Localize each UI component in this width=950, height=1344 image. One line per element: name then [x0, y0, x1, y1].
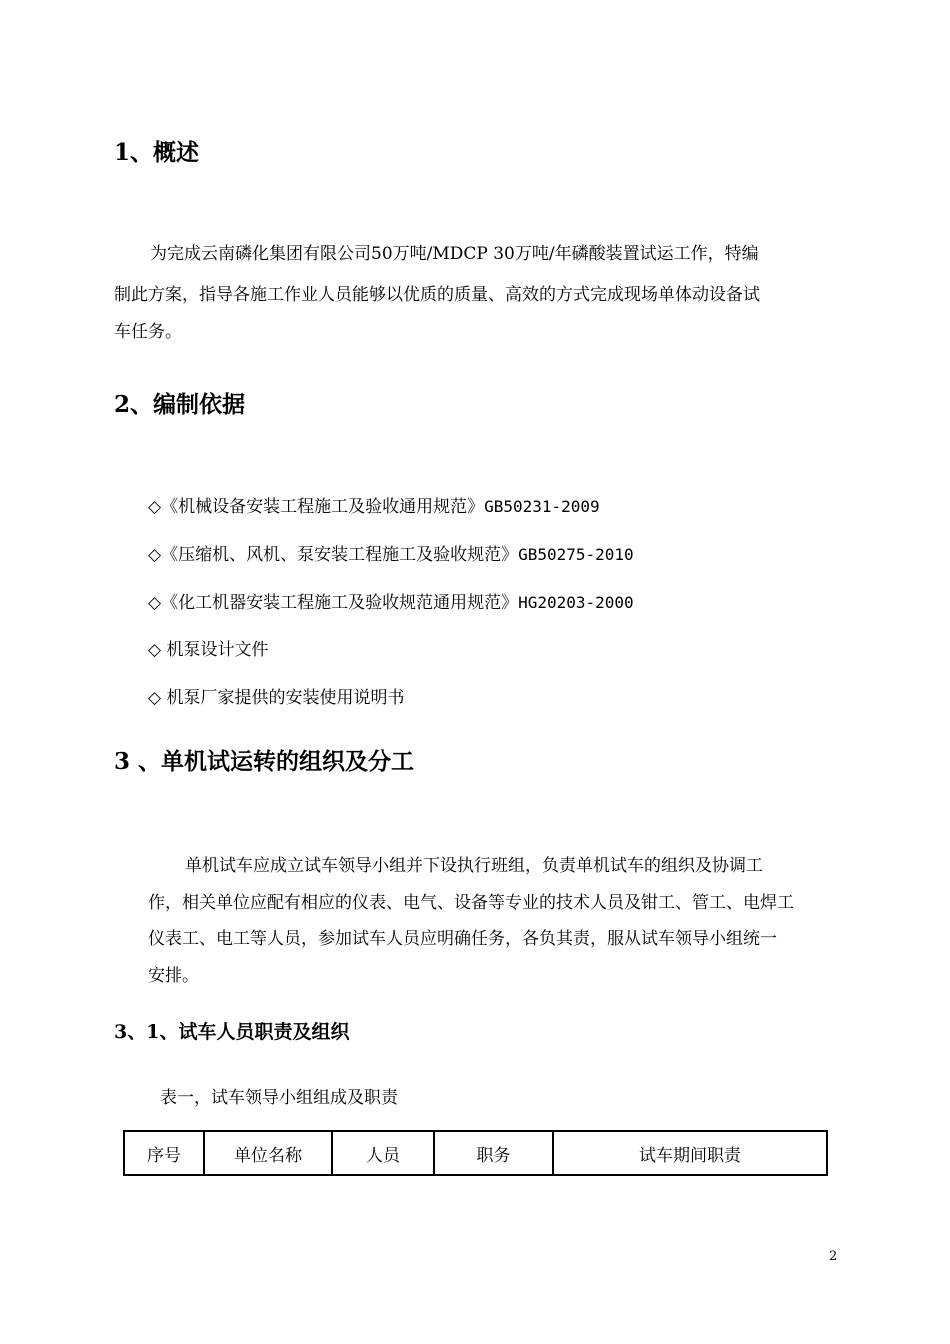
reference-code: GB50275-2010	[518, 545, 634, 564]
section-3-line-3: 仪表工、电工等人员，参加试车人员应明确任务，各负其责，服从试车领导小组统一	[148, 929, 777, 949]
reference-text: ◇《机械设备安装工程施工及验收通用规范》	[148, 497, 485, 517]
responsibility-table	[123, 1130, 828, 1176]
reference-item	[148, 492, 600, 517]
section-3-title: 3 、单机试运转的组织及分工	[114, 748, 415, 775]
section-1-line-3: 车任务。	[114, 322, 182, 342]
section-1-title: 1、概述	[114, 139, 200, 166]
table-header-cell: 试车期间职责	[553, 1131, 827, 1175]
section-3-line-2: 作，相关单位应配有相应的仪表、电气、设备等专业的技术人员及钳工、管工、电焊工	[148, 893, 794, 913]
reference-text: ◇《压缩机、风机、泵安装工程施工及验收规范》	[148, 545, 519, 565]
section-3-1-title: 3、1、试车人员职责及组织	[114, 1021, 350, 1043]
reference-code: HG20203-2000	[518, 593, 634, 612]
page-number: 2	[829, 1249, 838, 1264]
table-header-cell: 人员	[332, 1131, 434, 1175]
section-3-line-4: 安排。	[148, 966, 199, 986]
section-2-title: 2、编制依据	[114, 391, 246, 418]
table-header-cell: 单位名称	[204, 1131, 332, 1175]
reference-item	[148, 540, 634, 565]
table-caption: 表一，试车领导小组组成及职责	[160, 1088, 398, 1108]
reference-text: ◇《化工机器安装工程施工及验收规范通用规范》	[148, 593, 519, 613]
reference-code: GB50231-2009	[484, 497, 600, 516]
section-1-line-2: 制此方案，指导各施工作业人员能够以优质的质量、高效的方式完成现场单体动设备试	[114, 285, 760, 305]
reference-item	[148, 635, 268, 660]
table-header-cell: 序号	[124, 1131, 204, 1175]
reference-item	[148, 588, 634, 613]
reference-text: ◇ 机泵设计文件	[148, 640, 269, 660]
reference-text: ◇ 机泵厂家提供的安装使用说明书	[148, 688, 405, 708]
reference-item	[148, 683, 404, 708]
section-1-line-1: 为完成云南磷化集团有限公司50万吨/MDCP 30万吨/年磷酸装置试运工作，特编	[150, 244, 759, 264]
table-header-row	[124, 1131, 827, 1175]
section-3-line-1: 单机试车应成立试车领导小组并下设执行班组，负责单机试车的组织及协调工	[185, 856, 763, 876]
table-header-cell: 职务	[434, 1131, 553, 1175]
